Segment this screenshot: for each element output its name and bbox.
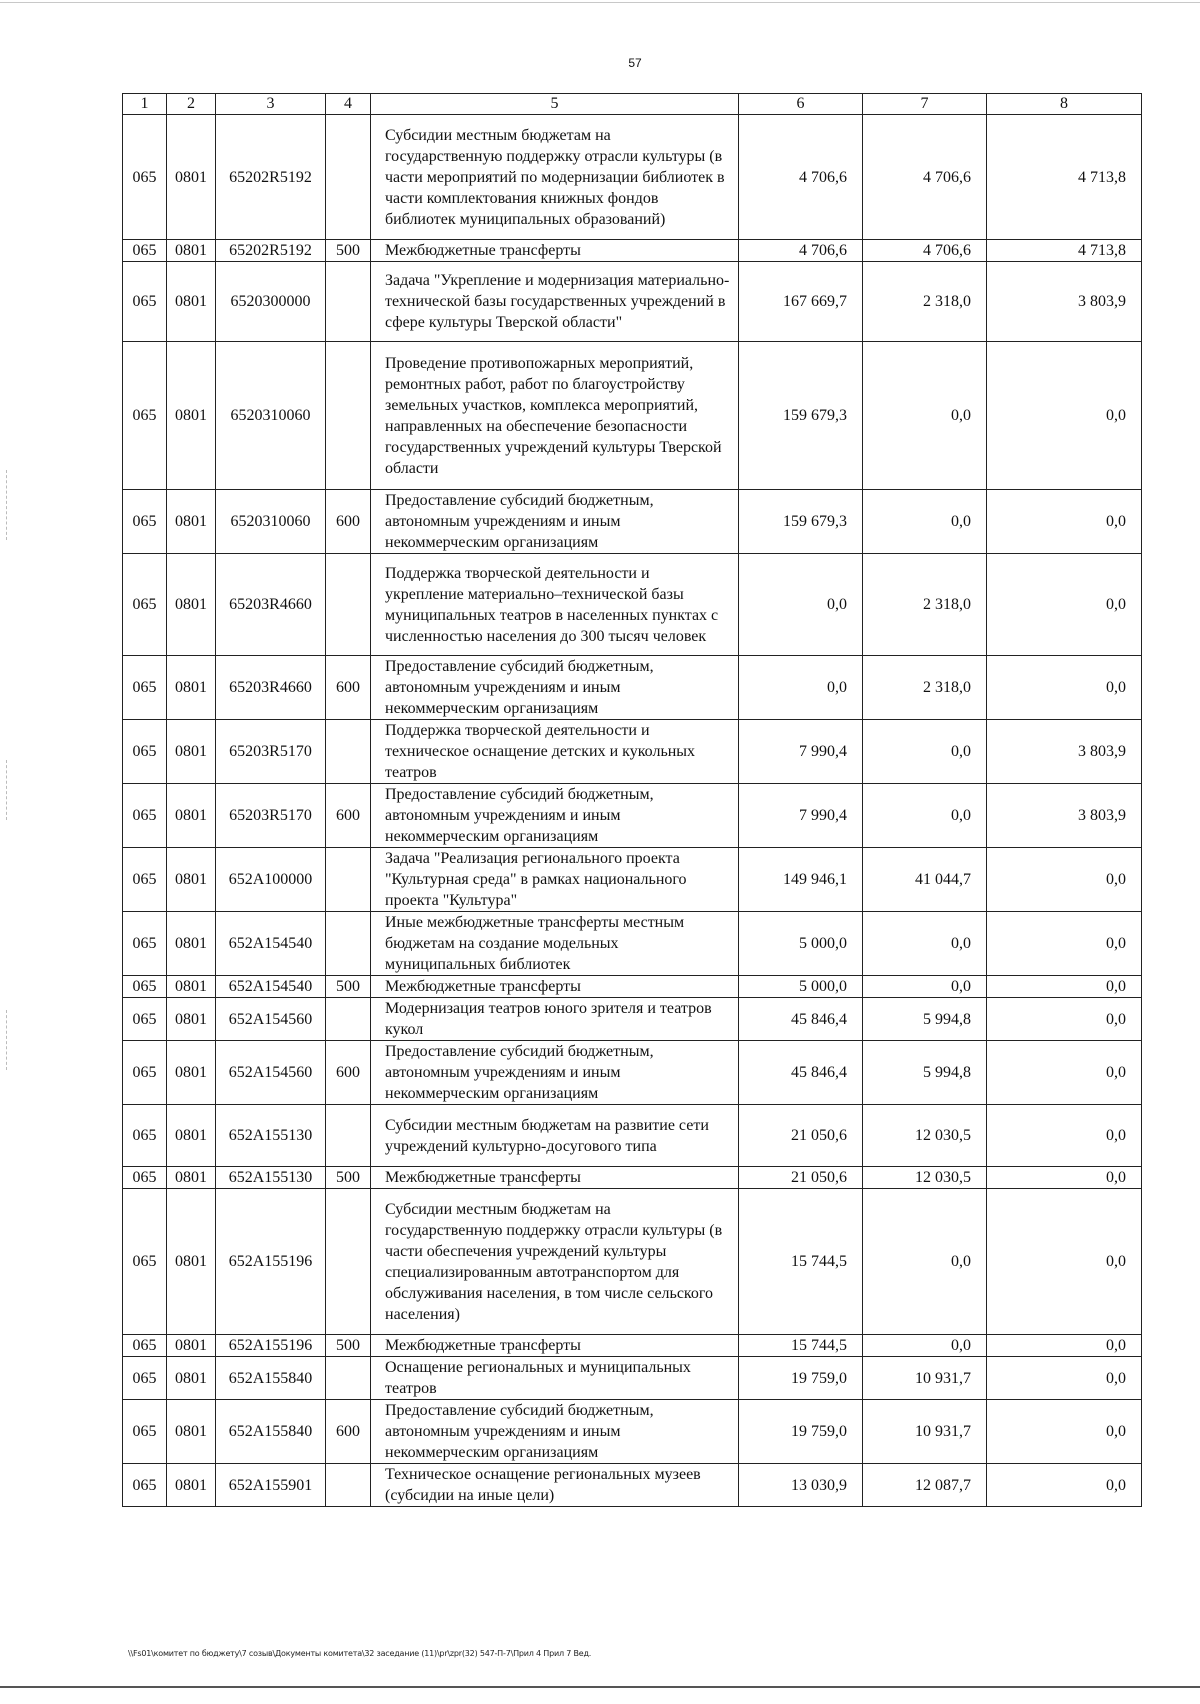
- cell-section-code: 0801: [167, 1464, 216, 1507]
- cell-amount-col6: 21 050,6: [739, 1105, 863, 1167]
- cell-amount-col7: 2 318,0: [863, 554, 987, 656]
- cell-expense-type: [326, 115, 371, 240]
- cell-target-article: 652A154560: [216, 998, 326, 1041]
- cell-expense-type: [326, 554, 371, 656]
- cell-amount-col7: 4 706,6: [863, 240, 987, 262]
- cell-description: Предоставление субсидий бюджетным, автономным учреждениям и иным некоммерческим организациям: [371, 490, 739, 554]
- cell-description: Задача "Реализация регионального проекта "Культурная среда" в рамках национального проекта "Культура": [371, 848, 739, 912]
- cell-target-article: 65203R5170: [216, 720, 326, 784]
- cell-amount-col7: 0,0: [863, 490, 987, 554]
- table-row: [123, 1335, 1142, 1357]
- cell-amount-col6: 19 759,0: [739, 1357, 863, 1400]
- cell-amount-col8: 0,0: [987, 912, 1142, 976]
- table-row: [123, 1400, 1142, 1464]
- table-row: [123, 342, 1142, 490]
- cell-target-article: 652A154540: [216, 912, 326, 976]
- cell-section-code: 0801: [167, 720, 216, 784]
- cell-section-code: 0801: [167, 262, 216, 342]
- top-scan-edge: [0, 2, 1200, 3]
- cell-target-article: 6520310060: [216, 342, 326, 490]
- cell-amount-col7: 12 030,5: [863, 1105, 987, 1167]
- cell-description: Субсидии местным бюджетам на государственную поддержку отрасли культуры (в части обеспечения учреждений культуры специализированным автотранспортом для обслуживания населения, в том числе сельского населения): [371, 1189, 739, 1335]
- cell-amount-col6: 4 706,6: [739, 115, 863, 240]
- cell-section-code: 0801: [167, 976, 216, 998]
- cell-amount-col7: 41 044,7: [863, 848, 987, 912]
- cell-amount-col6: 159 679,3: [739, 490, 863, 554]
- cell-expense-type: [326, 262, 371, 342]
- cell-section-code: 0801: [167, 1189, 216, 1335]
- column-number-cell: 6: [739, 94, 863, 115]
- cell-description: Предоставление субсидий бюджетным, автономным учреждениям и иным некоммерческим организациям: [371, 784, 739, 848]
- footer-file-path: \\Fs01\комитет по бюджету\7 созыв\Документы комитета\32 заседание (11)\pr\zpr(32) 547-П-7\Прил 4 Прил 7 Вед.: [128, 1649, 592, 1658]
- cell-description: Проведение противопожарных мероприятий, ремонтных работ, работ по благоустройству земельных участков, комплекса мероприятий, направленных на обеспечение безопасности государственных учреждений культуры Тверской области: [371, 342, 739, 490]
- cell-amount-col7: 0,0: [863, 784, 987, 848]
- cell-description: Задача "Укрепление и модернизация материально-технической базы государственных учреждений в сфере культуры Тверской области": [371, 262, 739, 342]
- cell-ministry-code: 065: [123, 848, 167, 912]
- cell-ministry-code: 065: [123, 1335, 167, 1357]
- table-row: [123, 1357, 1142, 1400]
- cell-description: Межбюджетные трансферты: [371, 240, 739, 262]
- column-number-cell: 2: [167, 94, 216, 115]
- cell-description: Субсидии местным бюджетам на государственную поддержку отрасли культуры (в части мероприятий по модернизации библиотек в части комплектования книжных фондов библиотек муниципальных образований): [371, 115, 739, 240]
- cell-target-article: 652A155840: [216, 1357, 326, 1400]
- cell-ministry-code: 065: [123, 976, 167, 998]
- cell-amount-col7: 0,0: [863, 1335, 987, 1357]
- table-row: [123, 976, 1142, 998]
- cell-expense-type: [326, 998, 371, 1041]
- table-row: [123, 912, 1142, 976]
- scan-margin-mark: [6, 1010, 8, 1070]
- cell-expense-type: [326, 848, 371, 912]
- cell-target-article: 6520300000: [216, 262, 326, 342]
- cell-amount-col7: 0,0: [863, 912, 987, 976]
- cell-section-code: 0801: [167, 1335, 216, 1357]
- cell-section-code: 0801: [167, 342, 216, 490]
- cell-description: Техническое оснащение региональных музеев (субсидии на иные цели): [371, 1464, 739, 1507]
- cell-expense-type: 600: [326, 656, 371, 720]
- cell-amount-col6: 5 000,0: [739, 912, 863, 976]
- cell-section-code: 0801: [167, 1105, 216, 1167]
- table-row: [123, 262, 1142, 342]
- cell-amount-col6: 19 759,0: [739, 1400, 863, 1464]
- cell-target-article: 652A100000: [216, 848, 326, 912]
- bottom-scan-edge: [0, 1686, 1200, 1688]
- cell-amount-col8: 0,0: [987, 1335, 1142, 1357]
- cell-target-article: 652A155196: [216, 1335, 326, 1357]
- table-row: [123, 1105, 1142, 1167]
- cell-amount-col8: 0,0: [987, 1189, 1142, 1335]
- cell-ministry-code: 065: [123, 720, 167, 784]
- cell-description: Предоставление субсидий бюджетным, автономным учреждениям и иным некоммерческим организациям: [371, 1400, 739, 1464]
- cell-ministry-code: 065: [123, 115, 167, 240]
- cell-amount-col7: 12 087,7: [863, 1464, 987, 1507]
- cell-ministry-code: 065: [123, 1189, 167, 1335]
- cell-expense-type: 600: [326, 784, 371, 848]
- cell-amount-col6: 5 000,0: [739, 976, 863, 998]
- cell-expense-type: 600: [326, 490, 371, 554]
- cell-target-article: 65202R5192: [216, 115, 326, 240]
- column-number-cell: 3: [216, 94, 326, 115]
- cell-amount-col6: 149 946,1: [739, 848, 863, 912]
- cell-amount-col6: 0,0: [739, 554, 863, 656]
- cell-expense-type: [326, 912, 371, 976]
- cell-description: Иные межбюджетные трансферты местным бюджетам на создание модельных муниципальных библиотек: [371, 912, 739, 976]
- header-row: [123, 94, 1142, 115]
- table-row: [123, 490, 1142, 554]
- cell-ministry-code: 065: [123, 554, 167, 656]
- cell-target-article: 652A155130: [216, 1105, 326, 1167]
- table-row: [123, 115, 1142, 240]
- cell-amount-col8: 0,0: [987, 554, 1142, 656]
- column-number-cell: 7: [863, 94, 987, 115]
- cell-expense-type: 600: [326, 1400, 371, 1464]
- cell-expense-type: [326, 1464, 371, 1507]
- cell-amount-col8: 0,0: [987, 1357, 1142, 1400]
- cell-expense-type: [326, 342, 371, 490]
- cell-target-article: 652A154540: [216, 976, 326, 998]
- cell-section-code: 0801: [167, 1357, 216, 1400]
- page-number: 57: [628, 56, 642, 70]
- cell-amount-col8: 3 803,9: [987, 720, 1142, 784]
- table-body: [123, 115, 1142, 1507]
- cell-ministry-code: 065: [123, 1105, 167, 1167]
- cell-ministry-code: 065: [123, 342, 167, 490]
- table-row: [123, 1464, 1142, 1507]
- cell-amount-col6: 45 846,4: [739, 998, 863, 1041]
- column-number-header: [123, 94, 1142, 115]
- cell-amount-col7: 4 706,6: [863, 115, 987, 240]
- cell-amount-col7: 0,0: [863, 976, 987, 998]
- cell-amount-col8: 0,0: [987, 1400, 1142, 1464]
- cell-section-code: 0801: [167, 490, 216, 554]
- cell-amount-col7: 12 030,5: [863, 1167, 987, 1189]
- cell-amount-col8: 0,0: [987, 1105, 1142, 1167]
- cell-amount-col8: 4 713,8: [987, 240, 1142, 262]
- cell-ministry-code: 065: [123, 1400, 167, 1464]
- cell-section-code: 0801: [167, 998, 216, 1041]
- cell-ministry-code: 065: [123, 912, 167, 976]
- cell-target-article: 652A154560: [216, 1041, 326, 1105]
- cell-amount-col7: 10 931,7: [863, 1400, 987, 1464]
- cell-amount-col6: 0,0: [739, 656, 863, 720]
- cell-amount-col6: 45 846,4: [739, 1041, 863, 1105]
- cell-ministry-code: 065: [123, 1041, 167, 1105]
- cell-expense-type: 500: [326, 1335, 371, 1357]
- cell-amount-col7: 0,0: [863, 342, 987, 490]
- cell-amount-col8: 0,0: [987, 490, 1142, 554]
- column-number-cell: 5: [371, 94, 739, 115]
- cell-amount-col6: 167 669,7: [739, 262, 863, 342]
- cell-section-code: 0801: [167, 656, 216, 720]
- cell-amount-col7: 0,0: [863, 1189, 987, 1335]
- cell-ministry-code: 065: [123, 240, 167, 262]
- cell-description: Предоставление субсидий бюджетным, автономным учреждениям и иным некоммерческим организациям: [371, 656, 739, 720]
- cell-section-code: 0801: [167, 554, 216, 656]
- scan-margin-mark: [6, 470, 8, 540]
- cell-section-code: 0801: [167, 1041, 216, 1105]
- cell-amount-col7: 10 931,7: [863, 1357, 987, 1400]
- cell-amount-col7: 0,0: [863, 720, 987, 784]
- cell-target-article: 652A155840: [216, 1400, 326, 1464]
- cell-amount-col6: 13 030,9: [739, 1464, 863, 1507]
- cell-section-code: 0801: [167, 115, 216, 240]
- table-row: [123, 848, 1142, 912]
- cell-ministry-code: 065: [123, 1464, 167, 1507]
- cell-ministry-code: 065: [123, 1167, 167, 1189]
- cell-amount-col7: 5 994,8: [863, 998, 987, 1041]
- cell-section-code: 0801: [167, 848, 216, 912]
- cell-amount-col6: 15 744,5: [739, 1189, 863, 1335]
- cell-amount-col8: 0,0: [987, 848, 1142, 912]
- cell-section-code: 0801: [167, 240, 216, 262]
- cell-amount-col8: 0,0: [987, 998, 1142, 1041]
- cell-target-article: 652A155196: [216, 1189, 326, 1335]
- cell-description: Межбюджетные трансферты: [371, 1335, 739, 1357]
- cell-amount-col7: 2 318,0: [863, 262, 987, 342]
- cell-amount-col8: 0,0: [987, 342, 1142, 490]
- cell-expense-type: [326, 1189, 371, 1335]
- cell-expense-type: 500: [326, 240, 371, 262]
- table-row: [123, 720, 1142, 784]
- table-row: [123, 656, 1142, 720]
- cell-description: Оснащение региональных и муниципальных театров: [371, 1357, 739, 1400]
- column-number-cell: 8: [987, 94, 1142, 115]
- cell-description: Предоставление субсидий бюджетным, автономным учреждениям и иным некоммерческим организациям: [371, 1041, 739, 1105]
- cell-description: Поддержка творческой деятельности и укрепление материально–технической базы муниципальных театров в населенных пунктах с численностью населения до 300 тысяч человек: [371, 554, 739, 656]
- cell-description: Межбюджетные трансферты: [371, 976, 739, 998]
- cell-ministry-code: 065: [123, 784, 167, 848]
- cell-expense-type: 500: [326, 1167, 371, 1189]
- cell-amount-col6: 7 990,4: [739, 720, 863, 784]
- cell-target-article: 6520310060: [216, 490, 326, 554]
- cell-amount-col7: 5 994,8: [863, 1041, 987, 1105]
- cell-section-code: 0801: [167, 784, 216, 848]
- cell-ministry-code: 065: [123, 656, 167, 720]
- cell-expense-type: [326, 720, 371, 784]
- cell-description: Поддержка творческой деятельности и техническое оснащение детских и кукольных театров: [371, 720, 739, 784]
- cell-description: Модернизация театров юного зрителя и театров кукол: [371, 998, 739, 1041]
- cell-amount-col6: 15 744,5: [739, 1335, 863, 1357]
- cell-amount-col8: 3 803,9: [987, 784, 1142, 848]
- cell-ministry-code: 065: [123, 1357, 167, 1400]
- cell-amount-col8: 4 713,8: [987, 115, 1142, 240]
- cell-description: Межбюджетные трансферты: [371, 1167, 739, 1189]
- cell-target-article: 65203R4660: [216, 656, 326, 720]
- table-row: [123, 1041, 1142, 1105]
- cell-section-code: 0801: [167, 1400, 216, 1464]
- cell-description: Субсидии местным бюджетам на развитие сети учреждений культурно-досугового типа: [371, 1105, 739, 1167]
- cell-amount-col8: 0,0: [987, 1041, 1142, 1105]
- cell-expense-type: 500: [326, 976, 371, 998]
- cell-amount-col6: 159 679,3: [739, 342, 863, 490]
- cell-amount-col8: 0,0: [987, 976, 1142, 998]
- table-row: [123, 998, 1142, 1041]
- cell-ministry-code: 065: [123, 262, 167, 342]
- cell-expense-type: 600: [326, 1041, 371, 1105]
- cell-target-article: 652A155130: [216, 1167, 326, 1189]
- cell-target-article: 65203R4660: [216, 554, 326, 656]
- scan-margin-mark: [6, 760, 8, 820]
- table-row: [123, 1189, 1142, 1335]
- cell-ministry-code: 065: [123, 998, 167, 1041]
- cell-amount-col6: 21 050,6: [739, 1167, 863, 1189]
- cell-target-article: 65203R5170: [216, 784, 326, 848]
- cell-expense-type: [326, 1357, 371, 1400]
- budget-table: [122, 93, 1142, 1507]
- cell-amount-col8: 0,0: [987, 1464, 1142, 1507]
- cell-target-article: 652A155901: [216, 1464, 326, 1507]
- cell-amount-col8: 0,0: [987, 656, 1142, 720]
- cell-section-code: 0801: [167, 912, 216, 976]
- table-row: [123, 784, 1142, 848]
- table-row: [123, 1167, 1142, 1189]
- cell-amount-col8: 0,0: [987, 1167, 1142, 1189]
- cell-target-article: 65202R5192: [216, 240, 326, 262]
- table-row: [123, 240, 1142, 262]
- column-number-cell: 1: [123, 94, 167, 115]
- cell-ministry-code: 065: [123, 490, 167, 554]
- cell-section-code: 0801: [167, 1167, 216, 1189]
- cell-amount-col6: 7 990,4: [739, 784, 863, 848]
- column-number-cell: 4: [326, 94, 371, 115]
- table-row: [123, 554, 1142, 656]
- cell-amount-col8: 3 803,9: [987, 262, 1142, 342]
- cell-amount-col6: 4 706,6: [739, 240, 863, 262]
- cell-expense-type: [326, 1105, 371, 1167]
- cell-amount-col7: 2 318,0: [863, 656, 987, 720]
